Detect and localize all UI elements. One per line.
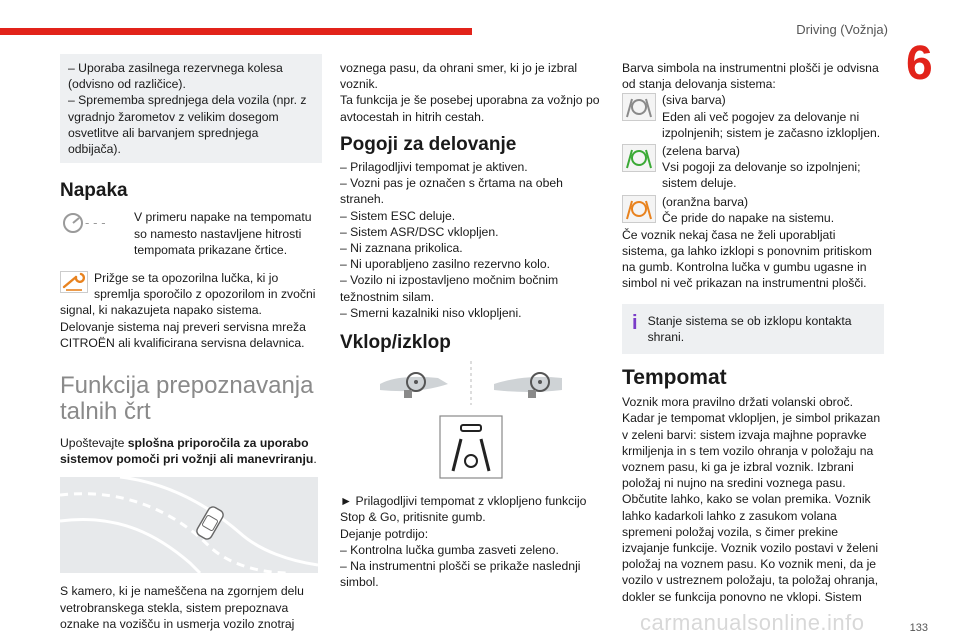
lane-illustration: [60, 477, 318, 573]
running-header: Driving (Vožnja): [796, 22, 888, 37]
napaka-text: V primeru napake na tempomatu so namesto nastavljene hitrosti tempomata prikazane črtice.: [134, 210, 312, 257]
watermark: carmanualsonline.info: [640, 610, 865, 635]
page-number: 133: [909, 622, 928, 634]
lane-symbol-orange-icon: [622, 195, 656, 227]
result-label: Dejanje potrdijo:: [340, 526, 429, 541]
napaka-row: [60, 209, 322, 258]
dash-placeholder: - - -: [85, 216, 106, 231]
condition-item: – Smerni kazalniki niso vklopljeni.: [340, 305, 522, 320]
condition-item: – Sistem ASR/DSC vklopljen.: [340, 224, 499, 239]
lane-symbol-gray-icon: [622, 93, 656, 125]
note-line: – Sprememba sprednjega dela vozila (npr. z vgradnjo žarometov z velikim dosegom osvetlitve ali barvanjem sprednjega odbijača).: [68, 93, 307, 157]
column-2: [340, 54, 602, 590]
condition-item: – Prilagodljivi tempomat je aktiven.: [340, 160, 528, 175]
state-color-name: (oranžna barva): [662, 194, 749, 209]
lane-button-icon-wrap: [340, 415, 602, 479]
state-gray: [622, 92, 884, 141]
info-icon: i: [632, 311, 638, 334]
section-heading-conditions: Pogoji za delovanje: [340, 133, 517, 155]
section-heading-napaka: Napaka: [60, 180, 128, 202]
steering-wheel-right-icon: [488, 364, 564, 402]
state-green: [622, 143, 884, 192]
state-color-name: (zelena barva): [662, 144, 740, 159]
column-3: [622, 54, 884, 605]
condition-item: – Vozni pas je označen s črtama na obeh straneh.: [340, 176, 563, 207]
conditions-list: [340, 159, 602, 321]
warning-paragraph: [60, 270, 322, 319]
camera-text: S kamero, ki je nameščena na zgornjem delu vetrobranskega stekla, sistem prepoznava oznake na vozišču in usmerja vozilo znotraj: [60, 584, 304, 631]
service-text: Delovanje sistema naj preveri servisna mreža CITROËN ali kvalificirana servisna delavnica.: [60, 319, 306, 350]
condition-item: – Ni zaznana prikolica.: [340, 241, 463, 256]
usage-text: Ta funkcija je še posebej uporabna za vožnjo po avtocestah in hitrih cestah.: [340, 93, 600, 124]
lane-symbol-green-icon: [622, 144, 656, 176]
cont-text: voznega pasu, da ohrani smer, ki jo je izbral voznik.: [340, 61, 578, 92]
section-heading-tempomat: Tempomat: [622, 366, 727, 390]
note-line: – Uporaba zasilnega rezervnega kolesa (odvisno od različice).: [68, 61, 283, 92]
section-heading-onoff: Vklop/izklop: [340, 332, 451, 354]
color-intro: Barva simbola na instrumentni plošči je odvisna od stanja delovanja sistema:: [622, 61, 879, 92]
steering-wheel-left-icon: [378, 364, 454, 402]
divider-line: [468, 361, 474, 405]
press-instruction: ► Prilagodljivi tempomat z vklopljeno funkcijo Stop & Go, pritisnite gumb.: [340, 494, 587, 525]
state-text: Če pride do napake na sistemu.: [662, 210, 835, 225]
state-orange: [622, 194, 884, 226]
lane-keeping-button-icon: [439, 415, 503, 479]
info-text: Stanje sistema se ob izklopu kontakta shrani.: [647, 313, 852, 344]
condition-item: – Vozilo ni izpostavljeno močnim bočnim težnostnim silam.: [340, 273, 559, 304]
section-heading-lane: Funkcija prepoznavanja talnih črt: [60, 372, 314, 426]
warning-text: Prižge se ta opozorilna lučka, ki jo spremlja sporočilo z opozorilom in zvočni signal, ki nakazujeta napako sistema.: [60, 271, 316, 318]
chapter-number: 6: [906, 37, 933, 90]
note-box: [60, 54, 322, 163]
condition-item: – Ni uporabljeno zasilno rezervno kolo.: [340, 257, 551, 272]
column-1: [60, 54, 322, 632]
top-accent-bar: [0, 28, 472, 35]
state-text: Vsi pogoji za delovanje so izpolnjeni; sistem deluje.: [662, 160, 861, 191]
condition-item: – Sistem ESC deluje.: [340, 208, 456, 223]
cruise-dash-icon: [60, 209, 120, 258]
tempomat-text: Voznik mora pravilno držati volanski obroč. Kadar je tempomat vklopljen, je simbol prikazan v zeleni barvi: sistem izvaja majhne popravke krmiljenja in s tem vozilo ohranja v položaju na voznem pasu, ki ga je izbral voznik. Izbrani položaj ni nujno na sredini voznega pasu. Občutite lahko, kako se volan premika. Voznik lahko kadarkoli lahko z zasukom volana spremeni položaj vozila, s čimer prekine izvajanje funkcije. Voznik vozilo postavi v želeni položaj na voznem pasu. Ko voznik meni, da je vozilo v ustreznem položaju, ta položaj ohranja, dokler se funkcija ponovno ne vklopi. Sistem: [622, 395, 881, 604]
wrench-warning-icon: [60, 271, 88, 297]
result-item: – Kontrolna lučka gumba zasveti zeleno.: [340, 542, 559, 557]
steering-buttons-illustration: [340, 361, 602, 405]
result-item: – Na instrumentni plošči se prikaže naslednji simbol.: [340, 559, 581, 590]
info-box: [622, 304, 884, 354]
lane-intro: Upoštevajte splošna priporočila za uporabo sistemov pomoči pri vožnji ali manevriranju.: [60, 436, 317, 467]
state-color-name: (siva barva): [662, 93, 726, 108]
lane-intro-bold: splošna priporočila za uporabo sistemov pomoči pri vožnji ali manevriranju: [60, 436, 314, 467]
disable-text: Če voznik nekaj časa ne želi uporabljati sistema, ga lahko izklopi s ponovnim pritiskom na gumb. Kontrolna lučka v gumbu ugasne in simbol ni več prikazan na instrumentni plošči.: [622, 227, 872, 291]
state-text: Eden ali več pogojev za delovanje ni izpolnjenih; sistem je začasno izklopljen.: [662, 109, 881, 140]
